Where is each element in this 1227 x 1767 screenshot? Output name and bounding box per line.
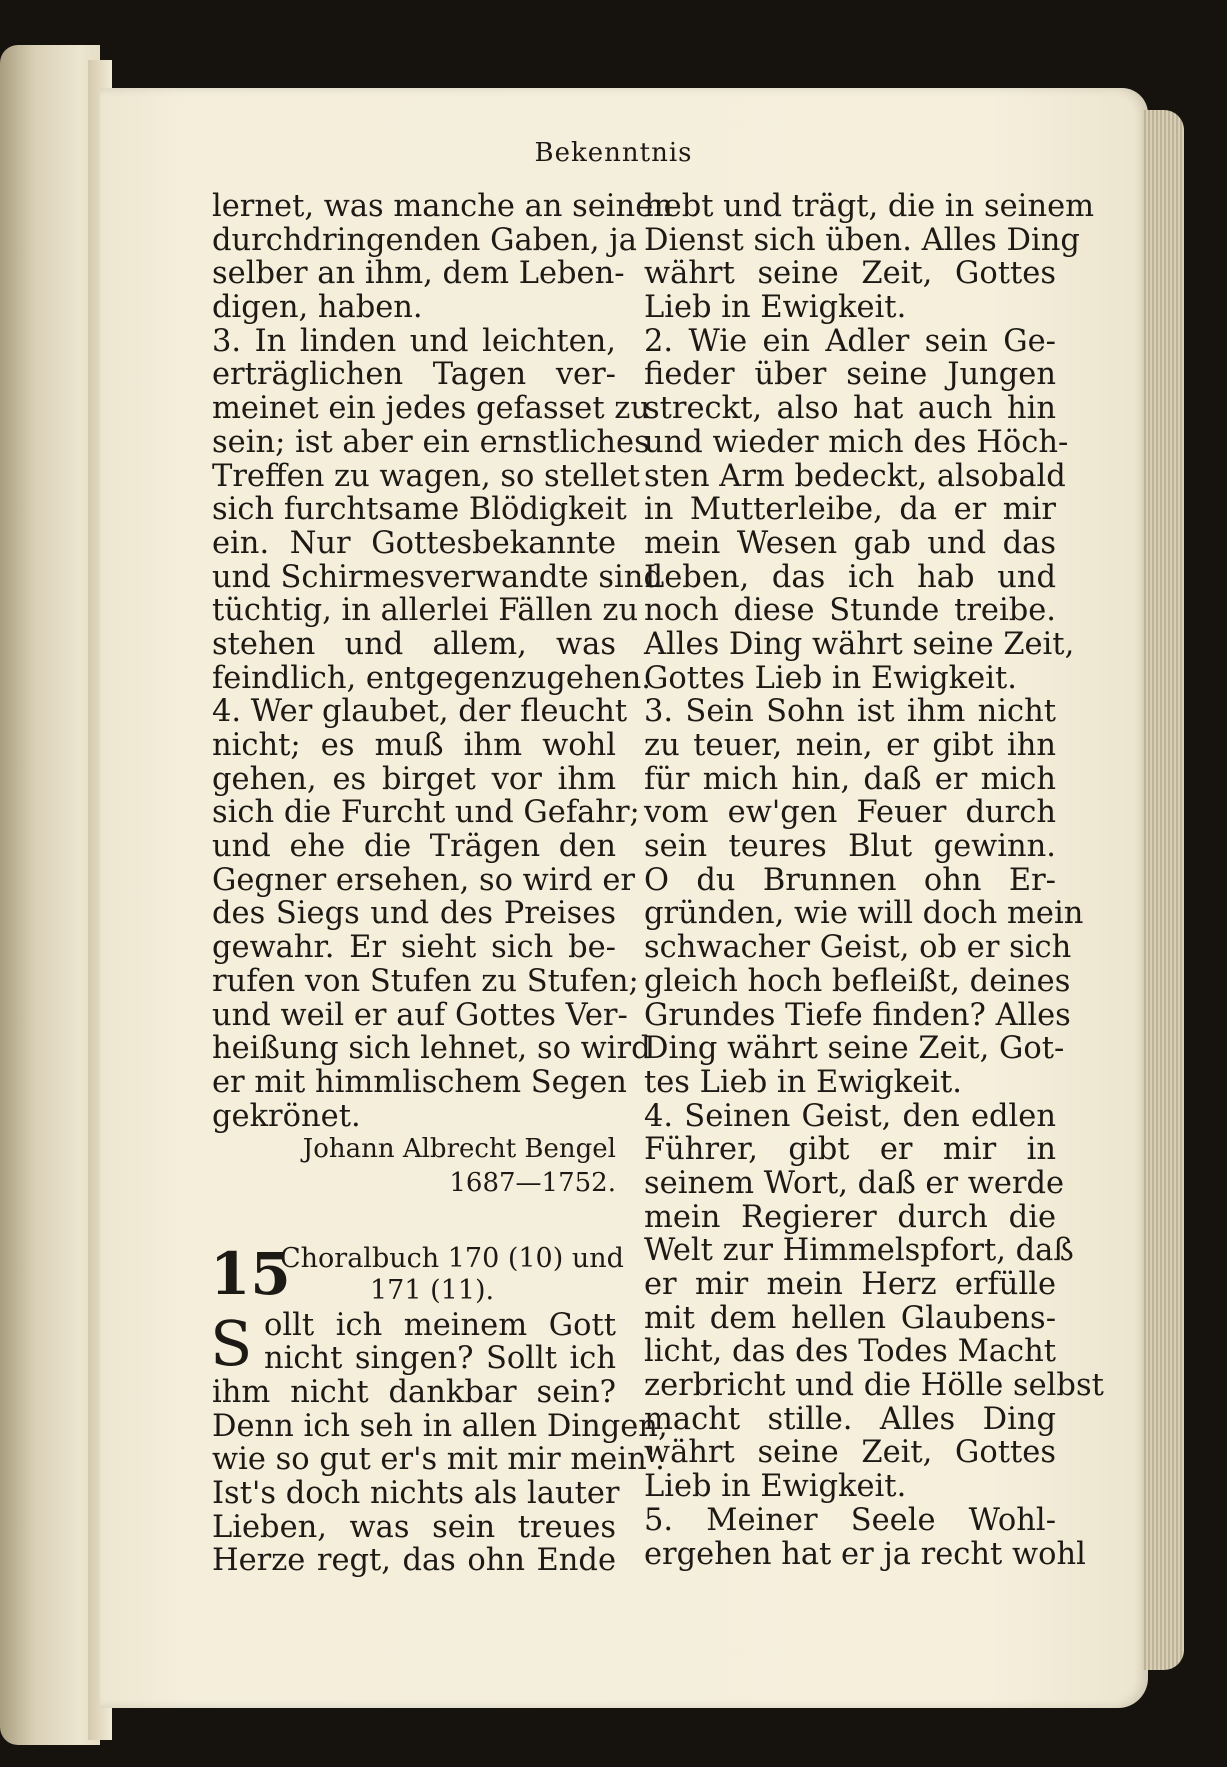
text-line: gekrönet. bbox=[212, 1098, 361, 1134]
text-line: tüchtig, in allerlei Fällen zu bbox=[212, 593, 639, 629]
text-line: lernet, was manche an seinen bbox=[212, 189, 673, 224]
running-head: Bekenntnis bbox=[534, 138, 693, 168]
text-line: tes Lieb in Ewigkeit. bbox=[644, 1064, 962, 1100]
text-line: Lieben, was sein treues bbox=[212, 1509, 616, 1545]
author-line: Johann Albrecht Bengel bbox=[302, 1134, 616, 1165]
text-line: 4. Wer glaubet, der fleucht bbox=[212, 694, 628, 730]
text-line: Dienst sich üben. Alles Ding bbox=[644, 222, 1080, 258]
text-line: Welt zur Himmelspfort, daß bbox=[644, 1233, 1074, 1269]
text-line: seinem Wort, daß er werde bbox=[644, 1165, 1065, 1201]
text-line: licht, das des Todes Macht bbox=[644, 1334, 1056, 1370]
text-line: gewahr. Er sieht sich be- bbox=[212, 930, 616, 966]
text-line: ergehen hat er ja recht wohl bbox=[644, 1536, 1086, 1572]
text-line: sein; ist aber ein ernstliches bbox=[212, 424, 650, 460]
text-line: heißung sich lehnet, so wird bbox=[212, 1031, 651, 1067]
text-line: O du Brunnen ohn Er- bbox=[644, 862, 1056, 898]
text-line: gleich hoch befleißt, deines bbox=[644, 963, 1071, 999]
text-line: und wieder mich des Höch- bbox=[644, 424, 1069, 460]
text-line: Treffen zu wagen, so stellet bbox=[212, 458, 640, 494]
text-line: sich die Furcht und Gefahr; bbox=[212, 795, 640, 831]
text-line: 3. Sein Sohn ist ihm nicht bbox=[644, 694, 1056, 730]
hymn-reference-line: 171 (11). bbox=[370, 1274, 495, 1306]
text-line: rufen von Stufen zu Stufen; bbox=[212, 963, 639, 999]
text-line: Lieb in Ewigkeit. bbox=[644, 1469, 907, 1505]
text-line: ihm nicht dankbar sein? bbox=[212, 1375, 616, 1410]
text-line: 5. Meiner Seele Wohl- bbox=[644, 1502, 1056, 1538]
text-line: feindlich, entgegenzugehen. bbox=[212, 660, 651, 696]
text-line: nicht; es muß ihm wohl bbox=[212, 728, 616, 763]
text-line: erträglichen Tagen ver- bbox=[212, 357, 616, 393]
text-line: meinet ein jedes gefasset zu bbox=[212, 391, 651, 427]
text-line: fieder über seine Jungen bbox=[644, 357, 1056, 393]
text-line: er mit himmlischem Segen bbox=[212, 1064, 627, 1100]
text-line: mit dem hellen Glaubens- bbox=[644, 1300, 1056, 1336]
text-line: hebt und trägt, die in seinem bbox=[644, 189, 1095, 224]
text-line: ein. Nur Gottesbekannte bbox=[212, 525, 616, 561]
left-text-block bbox=[212, 189, 673, 1134]
text-line: Grundes Tiefe finden? Alles bbox=[644, 997, 1071, 1033]
right-text-block bbox=[644, 189, 1104, 1572]
text-line: wie so gut er's mit mir mein'. bbox=[212, 1442, 665, 1478]
text-line: mein Regierer durch die bbox=[644, 1199, 1056, 1235]
text-line: Lieb in Ewigkeit. bbox=[644, 290, 907, 326]
text-line: für mich hin, daß er mich bbox=[644, 761, 1056, 797]
hymn-heading bbox=[210, 1239, 624, 1309]
drop-cap: S bbox=[210, 1306, 253, 1380]
text-line: schwacher Geist, ob er sich bbox=[644, 930, 1072, 966]
text-line: selber an ihm, dem Leben- bbox=[212, 256, 625, 292]
text-line: mein Wesen gab und das bbox=[644, 525, 1056, 561]
text-line: Denn ich seh in allen Dingen, bbox=[212, 1408, 668, 1444]
text-line: 4. Seinen Geist, den edlen bbox=[644, 1098, 1056, 1134]
text-line: zu teuer, nein, er gibt ihn bbox=[644, 728, 1056, 763]
text-line: durchdringenden Gaben, ja bbox=[212, 222, 637, 258]
text-line: er mir mein Herz erfülle bbox=[644, 1267, 1056, 1302]
text-line: gehen, es birget vor ihm bbox=[212, 761, 616, 797]
text-line: Herze regt, das ohn Ende bbox=[212, 1543, 616, 1579]
text-line: 2. Wie ein Adler sein Ge- bbox=[644, 323, 1056, 359]
text-line: in Mutterleibe, da er mir bbox=[644, 492, 1056, 528]
text-line: und ehe die Trägen den bbox=[212, 829, 616, 865]
text-line: Führer, gibt er mir in bbox=[644, 1132, 1056, 1168]
text-line: noch diese Stunde treibe. bbox=[644, 593, 1056, 629]
hymn-reference bbox=[280, 1243, 624, 1307]
page-stack-edge bbox=[1142, 110, 1184, 1670]
text-line: nicht singen? Sollt ich bbox=[264, 1341, 616, 1377]
text-line: Gottes Lieb in Ewigkeit. bbox=[644, 660, 1017, 696]
text-line: des Siegs und des Preises bbox=[212, 896, 616, 932]
text-line: stehen und allem, was bbox=[212, 626, 616, 662]
text-line: Leben, das ich hab und bbox=[644, 559, 1056, 595]
text-line: 3. In linden und leichten, bbox=[212, 323, 616, 359]
text-line: und Schirmesverwandte sind bbox=[212, 559, 663, 595]
text-line: gründen, wie will doch mein bbox=[644, 896, 1084, 932]
right-column bbox=[644, 189, 1104, 1572]
text-line: Alles Ding währt seine Zeit, bbox=[644, 626, 1075, 662]
text-line: und weil er auf Gottes Ver- bbox=[212, 997, 628, 1033]
text-line: vom ew'gen Feuer durch bbox=[644, 795, 1056, 831]
text-line: Gegner ersehen, so wird er bbox=[212, 862, 635, 898]
hymn-number: 15 bbox=[210, 1239, 291, 1308]
text-line: Ding währt seine Zeit, Got- bbox=[644, 1031, 1065, 1067]
hymn-opening bbox=[210, 1306, 616, 1380]
text-line: sich furchtsame Blödigkeit bbox=[212, 492, 627, 528]
hymn-reference-line: Choralbuch 170 (10) und bbox=[280, 1242, 624, 1274]
text-line: sten Arm bedeckt, alsobald bbox=[644, 458, 1066, 494]
left-text-block bbox=[212, 1375, 668, 1579]
text-line: ollt ich meinem Gott bbox=[264, 1307, 616, 1343]
text-line: Ist's doch nichts als lauter bbox=[212, 1476, 620, 1512]
text-line: macht stille. Alles Ding bbox=[644, 1401, 1056, 1437]
text-line: währt seine Zeit, Gottes bbox=[644, 1435, 1056, 1471]
left-column bbox=[210, 189, 673, 1579]
text-line: streckt, also hat auch hin bbox=[644, 391, 1056, 427]
author-dates: 1687—1752. bbox=[449, 1167, 616, 1198]
text-line: sein teures Blut gewinn. bbox=[644, 829, 1056, 865]
text-line: digen, haben. bbox=[212, 290, 423, 326]
previous-page-edge bbox=[0, 45, 100, 1745]
text-line: zerbricht und die Hölle selbst bbox=[644, 1368, 1104, 1404]
text-line: währt seine Zeit, Gottes bbox=[644, 256, 1056, 292]
